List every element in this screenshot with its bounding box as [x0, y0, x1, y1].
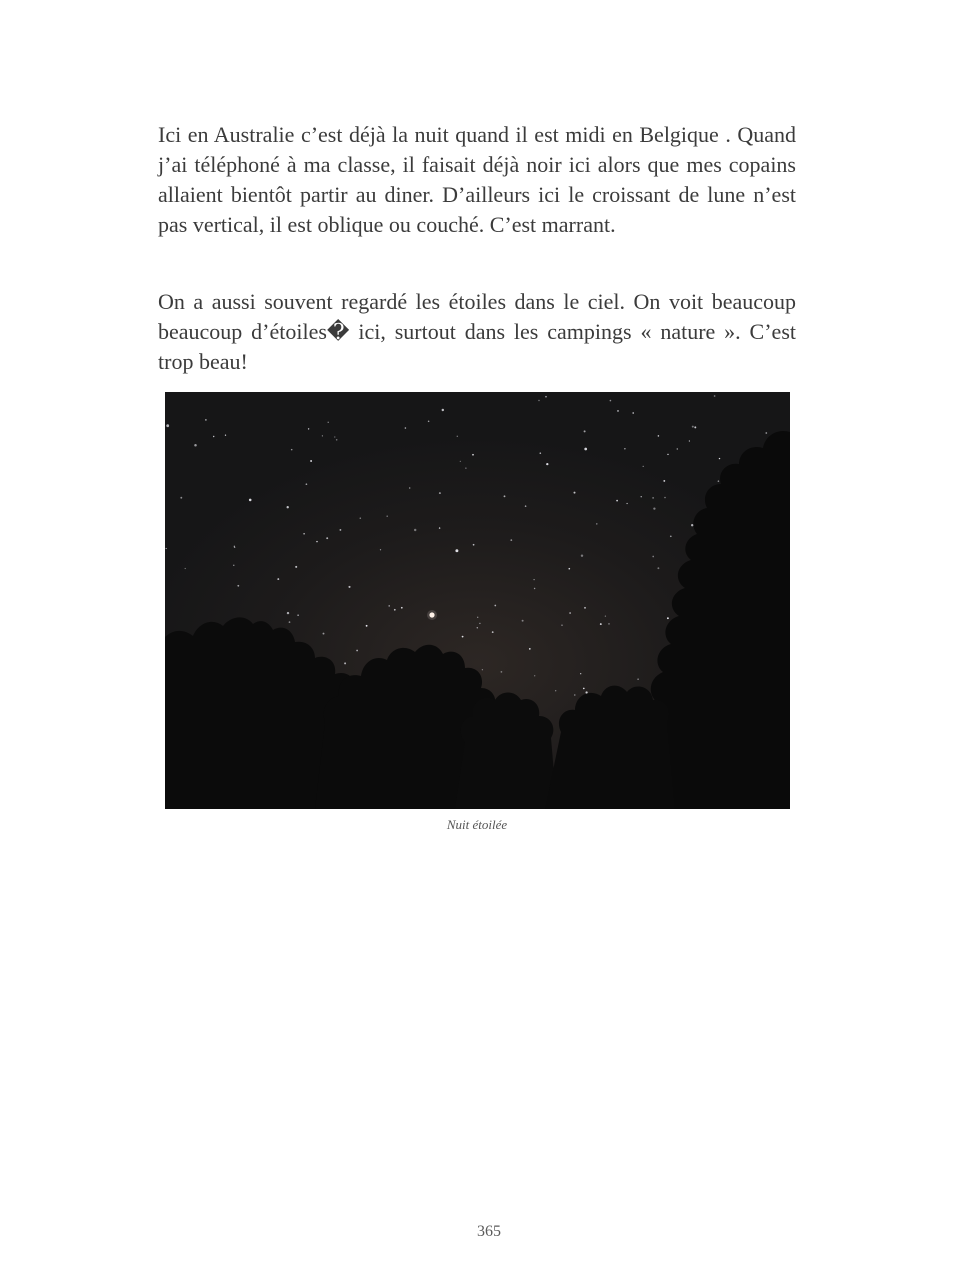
star	[538, 400, 539, 401]
star	[626, 503, 627, 504]
star	[477, 617, 478, 618]
star	[479, 623, 480, 624]
star	[492, 631, 494, 633]
star	[277, 578, 279, 580]
star	[457, 436, 458, 437]
star	[610, 400, 612, 402]
star	[718, 480, 720, 482]
star	[534, 675, 535, 676]
star	[205, 419, 207, 421]
star	[477, 627, 478, 628]
star	[694, 426, 696, 428]
starry-night-illustration	[165, 392, 790, 809]
star	[525, 505, 527, 507]
star	[583, 688, 585, 690]
star	[336, 439, 338, 441]
star	[287, 506, 289, 508]
star	[166, 548, 167, 549]
star	[439, 492, 441, 494]
bright-star-halo	[427, 610, 437, 620]
star	[356, 650, 358, 652]
star	[658, 435, 660, 437]
star	[394, 609, 396, 611]
star	[348, 586, 350, 588]
star	[339, 529, 341, 531]
star	[652, 556, 654, 558]
star	[180, 497, 182, 499]
star	[380, 549, 381, 550]
star	[501, 671, 503, 673]
body-paragraph-1: Ici en Australie c’est déjà la nuit quand il est midi en Belgique . Quand j’ai téléphoné à ma classe, il faisait déjà noir ici alors que mes copains allaient bientôt partir au diner. D’ailleurs ici le croissant de lune n’est pas vertical, il est oblique ou couché. C’est marrant.	[158, 122, 796, 237]
star	[386, 515, 387, 516]
star	[360, 517, 362, 519]
figure-caption: Nuit étoilée	[446, 817, 508, 832]
star	[482, 669, 483, 670]
star	[249, 499, 252, 502]
star	[473, 544, 475, 546]
star	[692, 426, 694, 428]
star	[561, 625, 562, 626]
star	[213, 436, 214, 437]
star	[574, 492, 576, 494]
page-number: 365	[477, 1223, 501, 1240]
star	[310, 460, 312, 462]
star	[455, 549, 458, 552]
star	[289, 621, 291, 623]
star	[194, 444, 197, 447]
star	[657, 567, 659, 569]
star	[344, 662, 346, 664]
star	[328, 422, 329, 423]
star	[546, 463, 548, 465]
star	[719, 458, 720, 459]
star	[409, 487, 410, 488]
star	[641, 496, 642, 497]
star	[555, 690, 556, 691]
star	[617, 410, 619, 412]
star	[689, 440, 690, 441]
star	[323, 633, 325, 635]
star	[569, 612, 571, 614]
star	[677, 448, 678, 449]
star	[533, 579, 534, 580]
star	[166, 424, 169, 427]
star	[287, 612, 289, 614]
star	[608, 623, 609, 624]
star	[225, 435, 226, 436]
star	[405, 427, 407, 429]
star	[663, 480, 665, 482]
star	[653, 507, 655, 509]
star	[233, 565, 234, 566]
star	[297, 614, 298, 615]
star	[534, 588, 535, 589]
star	[584, 607, 586, 609]
star	[580, 673, 581, 674]
star	[366, 625, 368, 627]
star	[510, 539, 512, 541]
star	[462, 636, 464, 638]
star	[237, 585, 239, 587]
star	[428, 421, 430, 423]
star	[616, 500, 618, 502]
star	[529, 648, 531, 650]
star	[643, 466, 644, 467]
star	[765, 432, 767, 434]
star	[584, 448, 587, 451]
star	[388, 605, 390, 607]
star	[584, 430, 586, 432]
star	[522, 620, 524, 622]
star	[465, 467, 466, 468]
star	[322, 435, 323, 436]
star	[624, 448, 625, 449]
star	[291, 449, 293, 451]
star	[581, 554, 583, 556]
star	[574, 694, 575, 695]
star	[664, 497, 666, 499]
star	[667, 454, 668, 455]
star	[714, 395, 716, 397]
star	[605, 615, 606, 616]
star	[306, 483, 308, 485]
star	[334, 436, 335, 437]
star	[691, 524, 693, 526]
star	[439, 527, 440, 528]
star	[652, 497, 654, 499]
star	[540, 452, 542, 454]
star	[637, 678, 639, 680]
star	[442, 409, 444, 411]
star	[596, 523, 597, 524]
star	[308, 428, 309, 429]
star	[303, 533, 305, 535]
star	[326, 537, 328, 539]
star	[185, 568, 186, 569]
star	[472, 454, 474, 456]
starry-night-photo	[165, 392, 790, 809]
star	[401, 607, 403, 609]
star	[600, 623, 602, 625]
star	[667, 617, 669, 619]
star	[632, 412, 634, 414]
star	[494, 605, 496, 607]
star	[295, 566, 297, 568]
star	[460, 461, 461, 462]
star	[234, 546, 235, 547]
star	[545, 396, 547, 398]
body-paragraph-2: On a aussi souvent regardé les étoiles dans le ciel. On voit beaucoup beaucoup d’étoiles� ici, surtout dans les campings « nature ». C’est trop beau!	[158, 289, 796, 374]
star	[414, 529, 416, 531]
star	[504, 495, 506, 497]
star	[316, 541, 317, 542]
star	[670, 535, 672, 537]
star	[568, 568, 570, 570]
